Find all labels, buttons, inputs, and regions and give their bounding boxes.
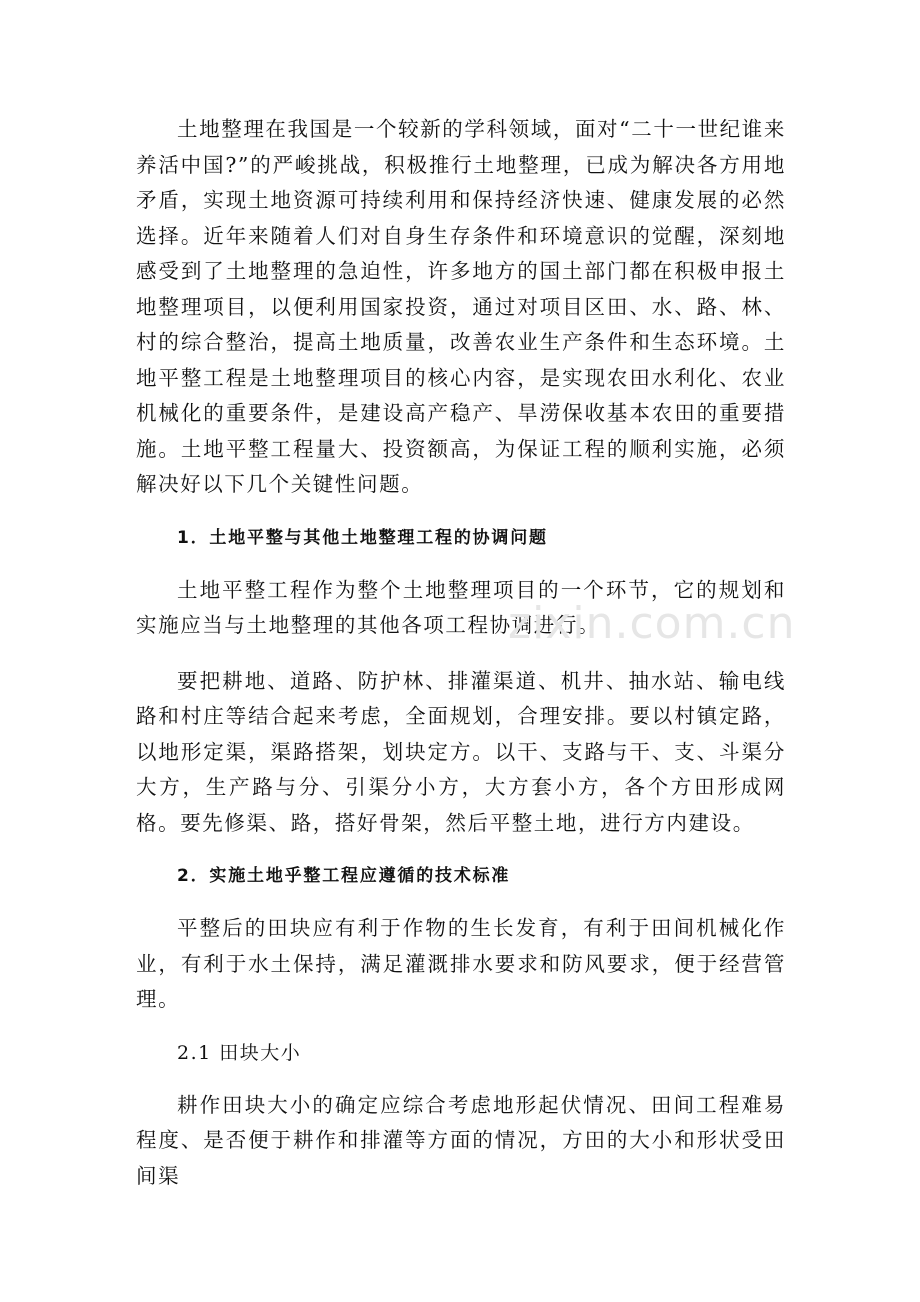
document-body <box>136 112 786 1194</box>
spacer <box>136 841 786 861</box>
section-2-heading: 2．实施土地乎整工程应遵循的技术标准 <box>177 866 511 886</box>
spacer <box>136 503 786 523</box>
spacer <box>136 891 786 911</box>
subsection-2-1-heading: 2.1 田块大小 <box>177 1041 302 1064</box>
section-1-paragraph-1: 土地平整工程作为整个土地整理项目的一个环节，它的规划和实施应当与土地整理的其他各项工程协调进行。 <box>136 577 786 637</box>
spacer <box>136 644 786 664</box>
section-1-paragraph-2: 要把耕地、道路、防护林、排灌渠道、机井、抽水站、输电线路和村庄等结合起来考虑，全面规划，合理安排。要以村镇定路，以地形定渠，渠路搭架，划块定方。以干、支路与干、支、斗渠分大方，生产路与分、引渠分小方，大方套小方，各个方田形成网格。要先修渠、路，搭好骨架，然后平整土地，进行方内建设。 <box>136 668 786 835</box>
intro-paragraph: 土地整理在我国是一个较新的学科领域，面对“二十一世纪谁来养活中国?”的严峻挑战，积极推行土地整理，已成为解决各方用地矛盾，实现土地资源可持续利用和保持经济快速、健康发展的必然选择。近年来随着人们对自身生存条件和环境意识的觉醒，深刻地感受到了土地整理的急迫性，许多地方的国土部门都在积极申报土地整理项目，以便利用国家投资，通过对项目区田、水、路、林、村的综合整治，提高土地质量，改善农业生产条件和生态环境。土地平整工程是土地整理项目的核心内容，是实现农田水利化、农业机械化的重要条件，是建设高产稳产、旱涝保收基本农田的重要措施。土地平整工程量大、投资额高，为保证工程的顺利实施，必须解决好以下几个关键性问题。 <box>136 117 786 496</box>
spacer <box>136 553 786 573</box>
spacer <box>136 1018 786 1038</box>
section-2-paragraph-1: 平整后的田块应有利于作物的生长发育，有利于田间机械化作业，有利于水土保持，满足灌溉排水要求和防风要求，便于经营管理。 <box>136 916 786 1011</box>
spacer <box>136 1068 786 1088</box>
watermark: zixin.com.cn <box>508 598 796 649</box>
section-1-heading: 1．土地平整与其他土地整理工程的协调问题 <box>177 527 548 548</box>
subsection-2-1-paragraph: 耕作田块大小的确定应综合考虑地形起伏情况、田间工程难易程度、是否便于耕作和排灌等方面的情况，方田的大小和形状受田间渠 <box>136 1092 786 1188</box>
